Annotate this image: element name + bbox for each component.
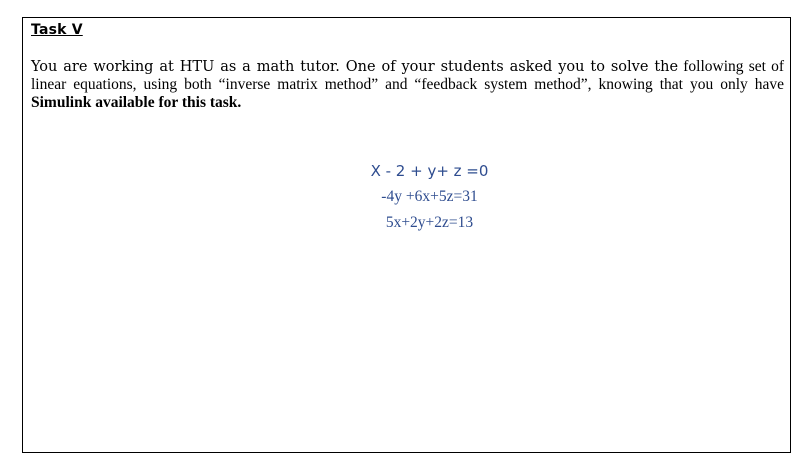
task-description-middle: following set of linear equations, using both “inverse matrix method” and “feedback system method”, knowing that you only have [31, 58, 784, 93]
task-description [31, 58, 784, 112]
task-description-tail: available for this task. [91, 94, 242, 111]
equation-1: X - 2 + y+ z =0 [370, 162, 489, 180]
task-title: Task V [31, 22, 83, 38]
equation-set [23, 158, 790, 236]
equation-2: -4y +6x+5z=31 [381, 188, 478, 205]
task-description-lead: You are working at HTU as a math tutor. One of your students asked you to solve the [31, 59, 679, 75]
simulink-emphasis: Simulink [31, 94, 92, 111]
equation-3: 5x+2y+2z=13 [385, 214, 474, 231]
task-box [22, 17, 791, 453]
